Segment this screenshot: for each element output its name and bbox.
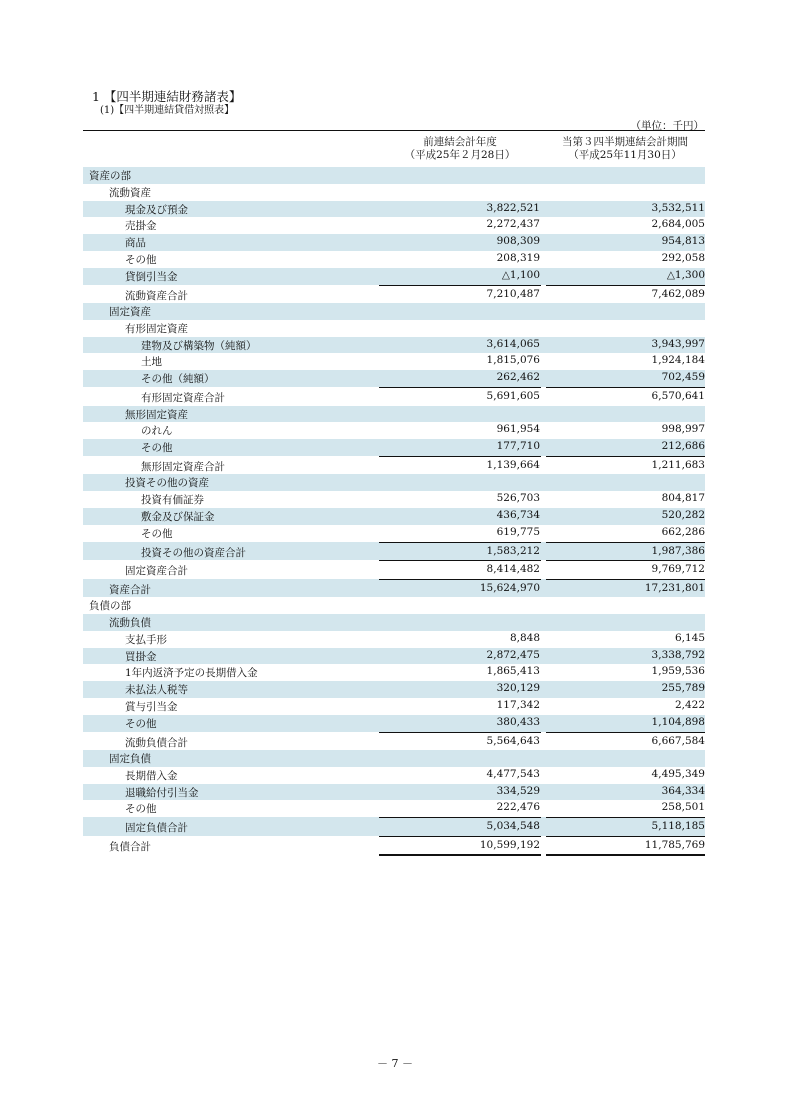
table-row [83,387,705,406]
subtotal-rule [546,732,705,733]
row-label: 固定負債合計 [125,822,188,835]
row-label: 敷金及び保証金 [141,511,215,524]
value-current: 5,118,185 [651,820,705,833]
subtotal-rule [379,285,541,286]
table-row [83,817,705,836]
table-row [83,491,705,508]
table-row [83,184,705,201]
table-row [83,406,705,423]
table-row [83,337,705,354]
table-row [83,836,705,855]
subtotal-rule [379,836,541,837]
row-label: 固定負債 [109,753,151,766]
value-current: 9,769,712 [651,563,705,576]
subtotal-rule [379,456,541,457]
table-row [83,767,705,784]
value-prior: 1,865,413 [486,665,540,678]
value-current: 998,997 [661,423,705,436]
value-current: 1,987,386 [651,544,705,557]
value-prior: 5,564,643 [486,734,540,747]
value-current: 662,286 [661,525,705,538]
value-prior: 619,775 [496,525,540,538]
table-row [83,800,705,817]
row-label: 投資その他の資産 [125,477,209,490]
table-row [83,422,705,439]
subtotal-rule [546,836,705,837]
row-label: その他 [141,527,173,540]
row-label: 未払法人税等 [125,684,188,697]
table-row [83,614,705,631]
row-label: その他 [125,803,157,816]
section-heading: 1 【四半期連結財務諸表】 [92,89,242,104]
value-current: 6,145 [674,631,705,644]
row-label: 現金及び預金 [125,203,188,216]
table-row [83,474,705,491]
value-current: 212,686 [661,440,705,453]
row-label: 無形固定資産 [125,408,188,421]
value-current: 4,495,349 [651,767,705,780]
table-row [83,542,705,561]
value-current: 2,422 [674,698,705,711]
value-prior: 208,319 [496,251,540,264]
page-number: － 7 － [377,1057,413,1070]
value-current: 258,501 [661,801,705,814]
subtotal-rule [379,732,541,733]
value-prior: 1,583,212 [486,544,540,557]
value-prior: 1,139,664 [486,458,540,471]
value-current: 255,789 [661,682,705,695]
subtotal-rule [546,817,705,818]
row-label: 負債合計 [109,840,151,853]
value-prior: 1,815,076 [486,354,540,367]
value-current: 804,817 [661,492,705,505]
table-row [83,251,705,268]
value-prior: 526,703 [496,492,540,505]
subtotal-rule [379,817,541,818]
table-row [83,560,705,579]
row-label: その他 [141,442,173,455]
value-prior: 334,529 [496,784,540,797]
table-row [83,439,705,456]
value-current: 364,334 [661,784,705,797]
row-label: 流動負債合計 [125,736,188,749]
row-label: 退職給付引当金 [125,786,199,799]
row-label: 1年内返済予定の長期借入金 [125,667,258,680]
row-label: その他 [125,253,157,266]
balance-sheet-table [83,167,705,854]
table-row [83,456,705,475]
value-current: 3,943,997 [651,337,705,350]
value-current: 6,570,641 [651,390,705,403]
row-label: その他 [125,717,157,730]
row-label: のれん [141,425,173,438]
column-header-prior: 前連結会計年度 （平成25年２月28日） [404,136,516,161]
table-row [83,268,705,285]
table-row [83,370,705,387]
unit-label: （単位：千円） [630,120,704,132]
table-row [83,732,705,751]
table-row [83,681,705,698]
value-current: 3,338,792 [651,648,705,661]
table-row [83,784,705,801]
table-row [83,320,705,337]
value-current: 17,231,801 [644,581,705,594]
row-label: 流動資産合計 [125,289,188,302]
value-current: 6,667,584 [651,734,705,747]
value-prior: 117,342 [496,698,540,711]
section-subheading: (1)【四半期連結貸借対照表】 [100,105,235,116]
table-row [83,579,705,598]
subtotal-rule [379,560,541,561]
value-current: 1,924,184 [651,354,705,367]
table-row [83,167,705,184]
row-label: 土地 [141,356,162,369]
table-row [83,698,705,715]
value-current: 1,104,898 [651,715,705,728]
row-label: 投資有価証券 [141,494,204,507]
row-label: 売掛金 [125,220,157,233]
table-header [83,130,705,169]
table-row [83,597,705,614]
value-current: 292,058 [661,251,705,264]
row-label: 固定資産合計 [125,565,188,578]
table-row [83,303,705,320]
table-row [83,234,705,251]
value-current: 11,785,769 [644,838,705,851]
value-prior: △1,100 [501,268,540,281]
subtotal-rule [546,387,705,388]
table-row [83,217,705,234]
row-label: 支払手形 [125,633,167,646]
value-prior: 908,309 [496,235,540,248]
value-prior: 2,272,437 [486,218,540,231]
row-label: 建物及び構築物（純額） [141,339,257,352]
value-prior: 320,129 [496,682,540,695]
value-prior: 7,210,487 [486,287,540,300]
row-label: 賞与引当金 [125,700,178,713]
row-label: 有形固定資産合計 [141,392,225,405]
value-current: 1,959,536 [651,665,705,678]
row-label: 投資その他の資産合計 [141,546,246,559]
value-prior: 3,614,065 [486,337,540,350]
value-prior: 222,476 [496,801,540,814]
value-prior: 15,624,970 [479,581,540,594]
value-prior: 8,848 [509,631,540,644]
row-label: 商品 [125,237,146,250]
value-prior: 262,462 [496,371,540,384]
value-prior: 8,414,482 [486,563,540,576]
row-label: その他（純額） [141,373,215,386]
subtotal-rule [546,560,705,561]
row-label: 負債の部 [89,600,131,613]
value-prior: 10,599,192 [479,838,540,851]
row-label: 資産合計 [109,583,151,596]
row-label: 流動負債 [109,616,151,629]
table-row [83,201,705,218]
total-double-rule [379,852,541,856]
value-current: 954,813 [661,235,705,248]
row-label: 流動資産 [109,186,151,199]
table-row [83,285,705,304]
value-current: 1,211,683 [651,458,705,471]
table-row [83,664,705,681]
column-header-current: 当第３四半期連結会計期間 （平成25年11月30日） [562,136,688,161]
subtotal-rule [546,579,705,580]
value-prior: 3,822,521 [486,201,540,214]
table-row [83,353,705,370]
row-label: 無形固定資産合計 [141,460,225,473]
table-row [83,508,705,525]
value-current: 702,459 [661,371,705,384]
value-current: 7,462,089 [651,287,705,300]
row-label: 貸倒引当金 [125,270,178,283]
value-prior: 5,034,548 [486,820,540,833]
subtotal-rule [379,542,541,543]
value-prior: 2,872,475 [486,648,540,661]
value-prior: 380,433 [496,715,540,728]
table-row [83,525,705,542]
subtotal-rule [379,579,541,580]
total-double-rule [546,852,705,856]
value-prior: 961,954 [496,423,540,436]
table-row [83,631,705,648]
row-label: 買掛金 [125,650,157,663]
row-label: 資産の部 [89,170,131,182]
row-label: 固定資産 [109,306,151,319]
table-row [83,750,705,767]
subtotal-rule [546,285,705,286]
value-prior: 177,710 [496,440,540,453]
table-row [83,648,705,665]
value-current: 3,532,511 [651,201,705,214]
row-label: 有形固定資産 [125,322,188,335]
value-prior: 5,691,605 [486,390,540,403]
value-current: 2,684,005 [651,218,705,231]
value-prior: 436,734 [496,509,540,522]
subtotal-rule [546,542,705,543]
subtotal-rule [379,387,541,388]
table-row [83,715,705,732]
value-prior: 4,477,543 [486,767,540,780]
value-current: △1,300 [666,268,705,281]
subtotal-rule [546,456,705,457]
row-label: 長期借入金 [125,769,178,782]
value-current: 520,282 [661,509,705,522]
